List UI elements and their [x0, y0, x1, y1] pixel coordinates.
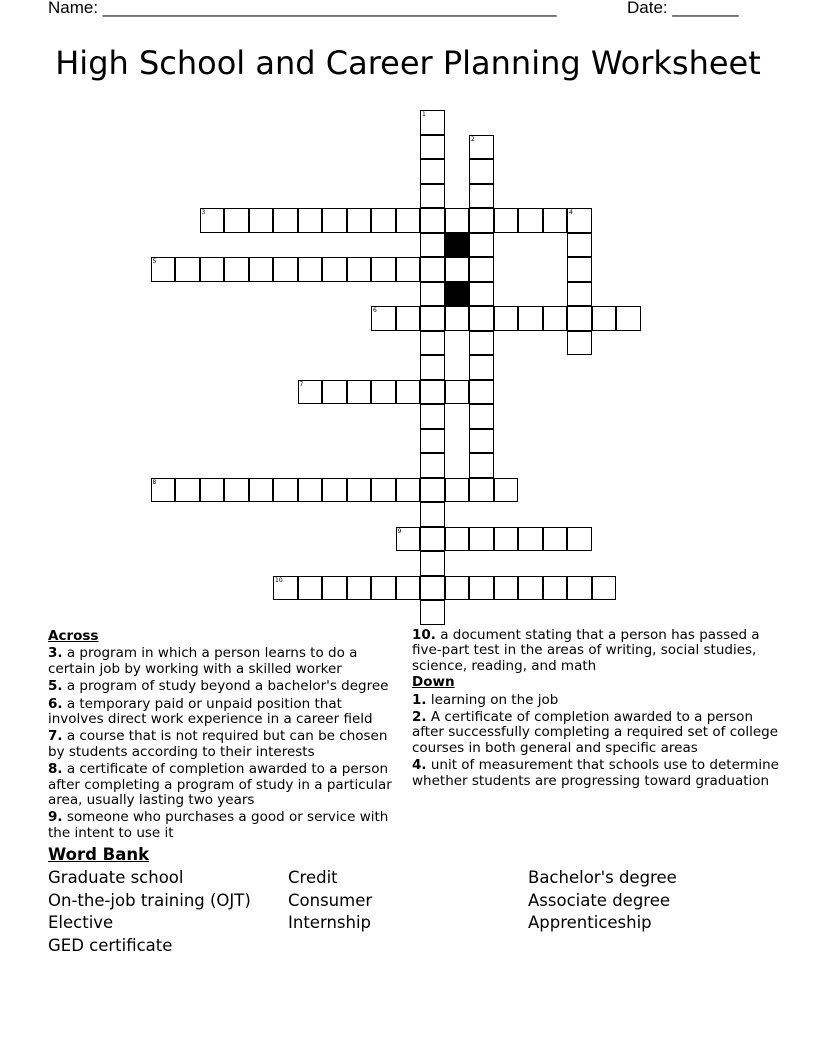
clues-right-column: [412, 628, 782, 789]
name-field[interactable]: Name: ________________________________________________: [48, 0, 557, 17]
crossword-cell[interactable]: [616, 306, 641, 331]
crossword-cell[interactable]: [200, 478, 225, 503]
clue-number: 6.: [48, 695, 63, 712]
crossword-cell[interactable]: [420, 551, 445, 576]
word-bank-item: Internship: [288, 913, 372, 932]
across-clue-5: [48, 679, 398, 694]
crossword-cell[interactable]: [420, 429, 445, 454]
crossword-cell[interactable]: [592, 306, 617, 331]
crossword-cell[interactable]: [469, 404, 494, 429]
crossword-cell[interactable]: [469, 135, 494, 160]
crossword-cell[interactable]: [322, 257, 347, 282]
blocked-cell: [445, 233, 470, 258]
crossword-cell[interactable]: [445, 478, 470, 503]
word-bank-item: Graduate school: [48, 868, 184, 887]
word-bank-item: Credit: [288, 868, 338, 887]
crossword-cell[interactable]: [567, 257, 592, 282]
crossword-cell[interactable]: [273, 478, 298, 503]
crossword-cell[interactable]: [518, 208, 543, 233]
crossword-cell[interactable]: [298, 208, 323, 233]
crossword-cell[interactable]: [175, 257, 200, 282]
crossword-cell[interactable]: [298, 257, 323, 282]
crossword-cell[interactable]: [445, 208, 470, 233]
across-clue-6: [48, 697, 398, 728]
clue-number: 10.: [412, 627, 436, 643]
clue-number: 8.: [48, 761, 63, 778]
down-clue-4: [412, 758, 782, 789]
clue-text: someone who purchases a good or service with the intent to use it: [48, 809, 389, 841]
crossword-cell[interactable]: [567, 233, 592, 258]
crossword-cell[interactable]: [420, 478, 445, 503]
across-clue-8: [48, 762, 398, 808]
crossword-cell[interactable]: [567, 208, 592, 233]
blocked-cell: [445, 282, 470, 307]
crossword-cell[interactable]: [151, 478, 176, 503]
clue-number-label: 9: [397, 527, 402, 535]
crossword-cell[interactable]: [175, 478, 200, 503]
crossword-cell[interactable]: [469, 429, 494, 454]
across-clue-9: [48, 810, 398, 841]
crossword-cell[interactable]: [469, 453, 494, 478]
crossword-cell[interactable]: [469, 380, 494, 405]
crossword-cell[interactable]: [347, 576, 372, 601]
word-bank-heading: Word Bank: [48, 845, 150, 864]
down-heading: Down: [412, 674, 455, 691]
crossword-cell[interactable]: [543, 527, 568, 552]
clue-number-label: 1: [422, 111, 426, 118]
clue-number-label: 4: [569, 209, 573, 216]
crossword-cell[interactable]: [420, 110, 445, 135]
crossword-cell[interactable]: [273, 208, 298, 233]
crossword-cell[interactable]: [494, 576, 519, 601]
clue-number-label: 6: [373, 307, 377, 314]
crossword-cell[interactable]: [469, 576, 494, 601]
crossword-cell[interactable]: [420, 355, 445, 380]
crossword-cell[interactable]: [469, 527, 494, 552]
crossword-cell[interactable]: [371, 380, 396, 405]
word-bank-item: Elective: [48, 913, 114, 932]
clues-left-column: [48, 628, 398, 841]
crossword-cell[interactable]: [518, 527, 543, 552]
clue-number: 2.: [412, 709, 427, 726]
crossword-cell[interactable]: [567, 527, 592, 552]
crossword-cell[interactable]: [567, 306, 592, 331]
clue-text: learning on the job: [430, 691, 559, 708]
crossword-cell[interactable]: [567, 576, 592, 601]
crossword-cell[interactable]: [469, 306, 494, 331]
crossword-cell[interactable]: [445, 257, 470, 282]
clue-text: A certificate of completion awarded to a person after successfully completing a required set of college courses in both general and specific areas: [412, 709, 779, 756]
crossword-cell[interactable]: [224, 478, 249, 503]
clue-text: a program of study beyond a bachelor's degree: [66, 678, 389, 695]
clue-text: a certificate of completion awarded to a person after completing a program of study in a particular area, usually lasting two years: [48, 761, 392, 809]
crossword-cell[interactable]: [420, 380, 445, 405]
crossword-cell[interactable]: [151, 257, 176, 282]
across-clue-10: [412, 628, 782, 674]
crossword-cell[interactable]: [371, 576, 396, 601]
crossword-cell[interactable]: [445, 380, 470, 405]
crossword-cell[interactable]: [469, 257, 494, 282]
crossword-cell[interactable]: [249, 208, 274, 233]
crossword-cell[interactable]: [396, 380, 421, 405]
crossword-cell[interactable]: [420, 527, 445, 552]
across-heading: Across: [48, 628, 99, 644]
across-clue-7: [48, 729, 398, 760]
crossword-cell[interactable]: [469, 282, 494, 307]
crossword-cell[interactable]: [445, 306, 470, 331]
crossword-cell[interactable]: [420, 184, 445, 209]
crossword-cell[interactable]: [469, 478, 494, 503]
clue-number: 7.: [48, 728, 63, 745]
crossword-cell[interactable]: [420, 233, 445, 258]
crossword-cell[interactable]: [298, 576, 323, 601]
clue-number: 9.: [48, 809, 63, 826]
crossword-cell[interactable]: [396, 527, 421, 552]
clue-number-label: 8: [152, 478, 157, 486]
word-bank-item: Associate degree: [528, 891, 671, 910]
crossword-cell[interactable]: [396, 478, 421, 503]
clue-text: a temporary paid or unpaid position that involves direct work experience in a career field: [48, 695, 373, 728]
crossword-cell[interactable]: [420, 600, 445, 625]
word-bank-item: On-the-job training (OJT): [48, 891, 251, 910]
crossword-cell[interactable]: [420, 135, 445, 160]
crossword-cell[interactable]: [347, 380, 372, 405]
word-bank-item: GED certificate: [48, 936, 173, 955]
across-clue-3: [48, 646, 398, 677]
crossword-cell[interactable]: [371, 208, 396, 233]
word-bank-item: Apprenticeship: [528, 913, 652, 932]
clue-number: 1.: [412, 691, 427, 708]
crossword-cell[interactable]: [396, 208, 421, 233]
clue-number-label: 3: [201, 209, 206, 216]
clue-number: 4.: [412, 757, 427, 774]
crossword-cell[interactable]: [371, 306, 396, 331]
crossword-cell[interactable]: [298, 380, 323, 405]
crossword-cell[interactable]: [322, 478, 347, 503]
crossword-cell[interactable]: [273, 576, 298, 601]
crossword-cell[interactable]: [469, 233, 494, 258]
crossword-cell[interactable]: [322, 380, 347, 405]
clue-text: a document stating that a person has passed a five-part test in the areas of writing, social studies, science, reading, and math: [412, 627, 760, 674]
crossword-cell[interactable]: [469, 355, 494, 380]
clue-text: a program in which a person learns to do a certain job by working with a skilled worker: [48, 645, 358, 677]
crossword-cell[interactable]: [494, 527, 519, 552]
page-title: High School and Career Planning Worksheet: [55, 44, 761, 82]
crossword-cell[interactable]: [224, 208, 249, 233]
clue-text: unit of measurement that schools use to determine whether students are progressing toward graduation: [412, 757, 779, 789]
crossword-cell[interactable]: [249, 257, 274, 282]
clue-number: 3.: [48, 645, 63, 662]
crossword-cell[interactable]: [469, 159, 494, 184]
crossword-cell[interactable]: [567, 282, 592, 307]
clue-number-label: 5: [152, 258, 157, 265]
down-clue-1: [412, 693, 782, 708]
crossword-cell[interactable]: [543, 306, 568, 331]
crossword-cell[interactable]: [420, 208, 445, 233]
crossword-cell[interactable]: [322, 208, 347, 233]
crossword-cell[interactable]: [347, 478, 372, 503]
crossword-cell[interactable]: [347, 208, 372, 233]
clue-number-label: 2: [471, 135, 475, 143]
crossword-cell[interactable]: [592, 576, 617, 601]
crossword-cell[interactable]: [420, 306, 445, 331]
crossword-cell[interactable]: [469, 184, 494, 209]
crossword-cell[interactable]: [396, 257, 421, 282]
word-bank-item: Consumer: [288, 891, 373, 910]
crossword-cell[interactable]: [371, 257, 396, 282]
crossword-cell[interactable]: [347, 257, 372, 282]
crossword-cell[interactable]: [420, 331, 445, 356]
crossword-cell[interactable]: [494, 478, 519, 503]
crossword-cell[interactable]: [322, 576, 347, 601]
crossword-cell[interactable]: [518, 576, 543, 601]
crossword-cell[interactable]: [543, 576, 568, 601]
crossword-cell[interactable]: [396, 576, 421, 601]
clue-number-label: 7: [299, 380, 304, 388]
clue-number: 5.: [48, 678, 63, 695]
crossword-cell[interactable]: [494, 306, 519, 331]
word-bank-item: Bachelor's degree: [528, 868, 677, 887]
crossword-cell[interactable]: [494, 208, 519, 233]
crossword-cell[interactable]: [420, 404, 445, 429]
crossword-cell[interactable]: [420, 159, 445, 184]
crossword-cell[interactable]: [396, 306, 421, 331]
crossword-cell[interactable]: [420, 576, 445, 601]
crossword-cell[interactable]: [298, 478, 323, 503]
clue-text: a course that is not required but can be chosen by students according to their interests: [48, 728, 388, 760]
crossword-cell[interactable]: [273, 257, 298, 282]
crossword-cell[interactable]: [445, 576, 470, 601]
crossword-cell[interactable]: [445, 527, 470, 552]
down-clue-2: [412, 710, 782, 756]
date-field[interactable]: Date: _______: [627, 0, 739, 17]
crossword-cell[interactable]: [518, 306, 543, 331]
crossword-cell[interactable]: [420, 282, 445, 307]
crossword-cell[interactable]: [200, 257, 225, 282]
crossword-cell[interactable]: [224, 257, 249, 282]
crossword-cell[interactable]: [371, 478, 396, 503]
crossword-cell[interactable]: [420, 453, 445, 478]
crossword-cell[interactable]: [200, 208, 225, 233]
crossword-cell[interactable]: [543, 208, 568, 233]
crossword-cell[interactable]: [567, 331, 592, 356]
crossword-cell[interactable]: [469, 208, 494, 233]
clue-number-label: 10: [275, 576, 283, 584]
crossword-cell[interactable]: [249, 478, 274, 503]
crossword-cell[interactable]: [469, 331, 494, 356]
crossword-cell[interactable]: [420, 502, 445, 527]
crossword-cell[interactable]: [420, 257, 445, 282]
